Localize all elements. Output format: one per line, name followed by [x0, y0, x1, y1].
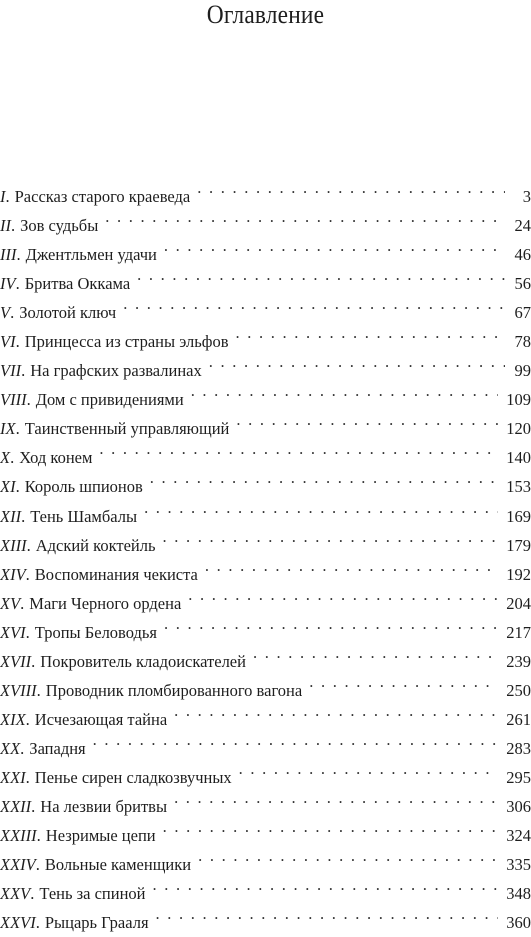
dot-leader	[236, 405, 498, 434]
table-of-contents	[0, 173, 531, 933]
dot-leader	[105, 202, 505, 231]
numeral-separator: .	[25, 709, 30, 729]
chapter-numeral: XXVI	[0, 913, 36, 933]
dot-leader	[137, 260, 505, 289]
dot-leader	[309, 667, 498, 696]
chapter-numeral: IX	[0, 419, 16, 439]
dot-leader	[144, 493, 498, 522]
page-number: 192	[506, 564, 531, 584]
dot-leader	[236, 318, 506, 347]
chapter-numeral: VIII	[0, 390, 27, 410]
chapter-title: Вольные каменщики	[44, 855, 192, 875]
page-number: 360	[506, 913, 531, 933]
chapter-title: Король шпионов	[24, 477, 143, 497]
dot-leader	[164, 231, 505, 260]
chapter-numeral: III	[0, 245, 17, 265]
page-number: 306	[506, 796, 531, 816]
chapter-title: Бритва Оккама	[24, 274, 131, 294]
numeral-separator: .	[31, 796, 36, 816]
page-number: 3	[522, 187, 531, 206]
page-number: 335	[506, 855, 531, 875]
numeral-separator: .	[21, 506, 26, 526]
numeral-separator: .	[20, 738, 25, 758]
chapter-title: Проводник пломбированного вагона	[45, 680, 303, 700]
numeral-separator: .	[25, 767, 30, 787]
dot-leader	[163, 522, 499, 551]
numeral-separator: .	[30, 884, 35, 904]
dot-leader	[174, 783, 498, 812]
chapter-numeral: XXI	[0, 767, 26, 787]
numeral-separator: .	[35, 913, 40, 933]
chapter-numeral: XIII	[0, 535, 27, 555]
chapter-title: Рассказ старого краеведа	[14, 187, 191, 206]
chapter-title: Западня	[29, 738, 86, 758]
dot-leader	[156, 899, 499, 928]
numeral-separator: .	[36, 680, 41, 700]
dot-leader	[188, 580, 498, 609]
chapter-title: Золотой ключ	[19, 303, 117, 323]
chapter-title: Воспоминания чекиста	[34, 564, 198, 584]
numeral-separator: .	[21, 361, 26, 381]
chapter-title: Адский коктейль	[35, 535, 156, 555]
chapter-title: Маги Черного ордена	[29, 593, 182, 613]
chapter-title: Зов судьбы	[20, 216, 99, 236]
chapter-numeral: IV	[0, 274, 16, 294]
dot-leader	[197, 173, 505, 202]
dot-leader	[198, 841, 498, 870]
dot-leader	[191, 376, 499, 405]
chapter-numeral: XX	[0, 738, 21, 758]
chapter-title: Рыцарь Грааля	[44, 913, 149, 933]
page-number: 295	[506, 767, 531, 787]
chapter-numeral: XVII	[0, 651, 32, 671]
dot-leader	[174, 696, 498, 725]
numeral-separator: .	[26, 390, 31, 410]
chapter-title: Ход конем	[19, 448, 93, 468]
numeral-separator: .	[10, 448, 15, 468]
dot-leader	[163, 812, 499, 841]
numeral-separator: .	[15, 274, 20, 294]
page-number: 120	[506, 419, 531, 439]
dot-leader	[150, 463, 498, 492]
numeral-separator: .	[16, 245, 21, 265]
chapter-title: Пенье сирен сладкозвучных	[34, 767, 232, 787]
page-number: 99	[514, 361, 531, 381]
numeral-separator: .	[36, 826, 41, 846]
page-number: 78	[514, 332, 531, 352]
numeral-separator: .	[15, 477, 20, 497]
dot-leader	[209, 347, 505, 376]
dot-leader	[99, 434, 498, 463]
chapter-title: На лезвии бритвы	[40, 796, 168, 816]
chapter-numeral: VI	[0, 332, 16, 352]
dot-leader	[164, 609, 498, 638]
numeral-separator: .	[26, 535, 31, 555]
page-number: 153	[506, 477, 531, 497]
dot-leader	[205, 551, 498, 580]
chapter-title: Покровитель кладоискателей	[40, 651, 246, 671]
page-number: 67	[514, 303, 531, 323]
dot-leader	[123, 289, 505, 318]
chapter-numeral: XIV	[0, 564, 26, 584]
page-title: Оглавление	[206, 0, 325, 29]
chapter-numeral: VII	[0, 361, 22, 381]
numeral-separator: .	[25, 622, 30, 642]
chapter-numeral: XXIV	[0, 855, 36, 875]
chapter-numeral: XIX	[0, 709, 26, 729]
numeral-separator: .	[10, 303, 15, 323]
chapter-numeral: XVI	[0, 622, 26, 642]
chapter-numeral: II	[0, 216, 11, 236]
numeral-separator: .	[15, 332, 20, 352]
chapter-numeral: XV	[0, 593, 21, 613]
chapter-numeral: I	[0, 187, 6, 206]
numeral-separator: .	[25, 564, 30, 584]
numeral-separator: .	[11, 216, 16, 236]
page-number: 109	[506, 390, 531, 410]
chapter-title: Исчезающая тайна	[34, 709, 168, 729]
chapter-title: Дом с привидениями	[35, 390, 184, 410]
page-number: 239	[506, 651, 531, 671]
dot-leader	[93, 725, 499, 754]
page-number: 169	[506, 506, 531, 526]
dot-leader	[153, 870, 499, 899]
chapter-title: Принцесса из страны эльфов	[24, 332, 229, 352]
page-number: 204	[506, 593, 531, 613]
page-number: 179	[506, 535, 531, 555]
page-number: 283	[506, 738, 531, 758]
chapter-numeral: XI	[0, 477, 16, 497]
numeral-separator: .	[15, 419, 20, 439]
dot-leader	[239, 754, 499, 783]
numeral-separator: .	[35, 855, 40, 875]
chapter-title: Незримые цепи	[45, 826, 156, 846]
chapter-numeral: XVIII	[0, 680, 37, 700]
page-number: 250	[506, 680, 531, 700]
page-number: 261	[506, 709, 531, 729]
dot-leader	[253, 638, 498, 667]
page-number: 24	[514, 216, 531, 236]
chapter-numeral: V	[0, 303, 11, 323]
page-number: 140	[506, 448, 531, 468]
page-number: 324	[506, 826, 531, 846]
chapter-title: На графских развалинах	[30, 361, 202, 381]
chapter-numeral: X	[0, 448, 11, 468]
chapter-title: Таинственный управляющий	[24, 419, 230, 439]
numeral-separator: .	[20, 593, 25, 613]
chapter-numeral: XXV	[0, 884, 31, 904]
page-number: 217	[506, 622, 531, 642]
page-number: 348	[506, 884, 531, 904]
chapter-title: Тень за спиной	[39, 884, 146, 904]
chapter-numeral: XXIII	[0, 826, 37, 846]
chapter-numeral: XII	[0, 506, 22, 526]
numeral-separator: .	[5, 187, 10, 206]
chapter-numeral: XXII	[0, 796, 32, 816]
numeral-separator: .	[31, 651, 36, 671]
page-number: 56	[514, 274, 531, 294]
toc-entry[interactable]	[0, 173, 531, 206]
chapter-title: Тень Шамбалы	[30, 506, 138, 526]
chapter-title: Тропы Беловодья	[34, 622, 158, 642]
chapter-title: Джентльмен удачи	[25, 245, 157, 265]
page-number: 46	[514, 245, 531, 265]
